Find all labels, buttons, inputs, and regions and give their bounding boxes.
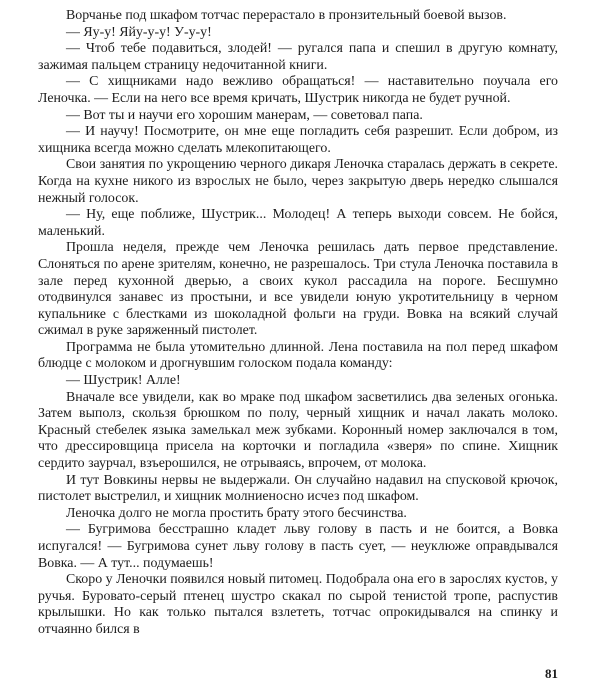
paragraph-12: Вначале все увидели, как во мраке под шкафом засветились два зеленых огонька. Затем выполз, скользя брюшком по полу, черный хищник и начал лакать молоко. Красный стебелек языка замелькал меж зубками. Коронный номер заключался в том, что дрессировщица присела на корточки и погладила «зверя» по спине. Хищник сердито заурчал, взъерошился, не отрываясь, впрочем, от молока. bbox=[38, 389, 558, 472]
paragraph-11: — Шустрик! Алле! bbox=[66, 373, 181, 389]
paragraph-15: — Бугримова бесстрашно кладет льву голову в пасть и не боится, а Вовка испугался! — Бугримова сунет льву голову в пасть сует, — неуклюже оправдывался Вовка. — А тут... подумаешь! bbox=[38, 522, 558, 571]
paragraph-10: Программа не была утомительно длинной. Лена поставила на пол перед шкафом блюдце с молоком и дрогнувшим голоском подала команду: bbox=[38, 339, 558, 372]
book-page bbox=[38, 8, 558, 692]
paragraph-8: — Ну, еще поближе, Шустрик... Молодец! А теперь выходи совсем. Не бойся, маленький. bbox=[38, 207, 558, 239]
page-number: 81 bbox=[545, 666, 558, 681]
paragraph-3: — Чтоб тебе подавиться, злодей! — ругался папа и спешил в другую комнату, зажимая пальцем страницу недочитанной книги. bbox=[38, 41, 558, 73]
paragraph-9: Прошла неделя, прежде чем Леночка решилась дать первое представление. Слоняться по арене зрителям, конечно, не разрешалось. Три стула Леночка поставила в зале перед кухонной дверью, а своих кукол рассадила на пороге. Бесшумно отодвинулся занавес из простыни, и все увидели юную укротительницу в черном купальнике с блестками из шоколадной фольги на груди. Вовка на всякий случай сжимал в руке заряженный пистолет. bbox=[38, 240, 558, 339]
paragraph-5: — Вот ты и научи его хорошим манерам, — советовал папа. bbox=[66, 107, 423, 123]
paragraph-2: — Яу-у! Яйу-у-у! У-у-у! bbox=[66, 24, 212, 40]
paragraph-16: Скоро у Леночки появился новый питомец. Подобрала она его в зарослях кустов, у ручья. Буровато-серый птенец шустро скакал по сырой тенистой тропе, распустив крылышки. Но как только пытался взлететь, тотчас опрокидывался на спинку и отчаянно бился в bbox=[38, 572, 558, 637]
paragraph-1: Ворчанье под шкафом тотчас перерастало в пронзительный боевой вызов. bbox=[66, 8, 507, 23]
paragraph-14: Леночка долго не могла простить брату этого бесчинства. bbox=[66, 505, 407, 521]
paragraph-13: И тут Вовкины нервы не выдержали. Он случайно надавил на спусковой крючок, пистолет выстрелил, и хищник молниеносно исчез под шкафом. bbox=[38, 472, 558, 505]
paragraph-6: — И научу! Посмотрите, он мне еще погладить себя разрешит. Если добром, из хищника всегда можно сделать млекопитающего. bbox=[38, 124, 558, 156]
paragraph-4: — С хищниками надо вежливо обращаться! — наставительно поучала его Леночка. — Если на него все время кричать, Шустрик никогда не будет ручной. bbox=[38, 74, 558, 106]
paragraph-7: Свои занятия по укрощению черного дикаря Леночка старалась держать в секрете. Когда на кухне никого из взрослых не было, через закрытую дверь нередко слышался нежный голосок. bbox=[38, 157, 558, 206]
